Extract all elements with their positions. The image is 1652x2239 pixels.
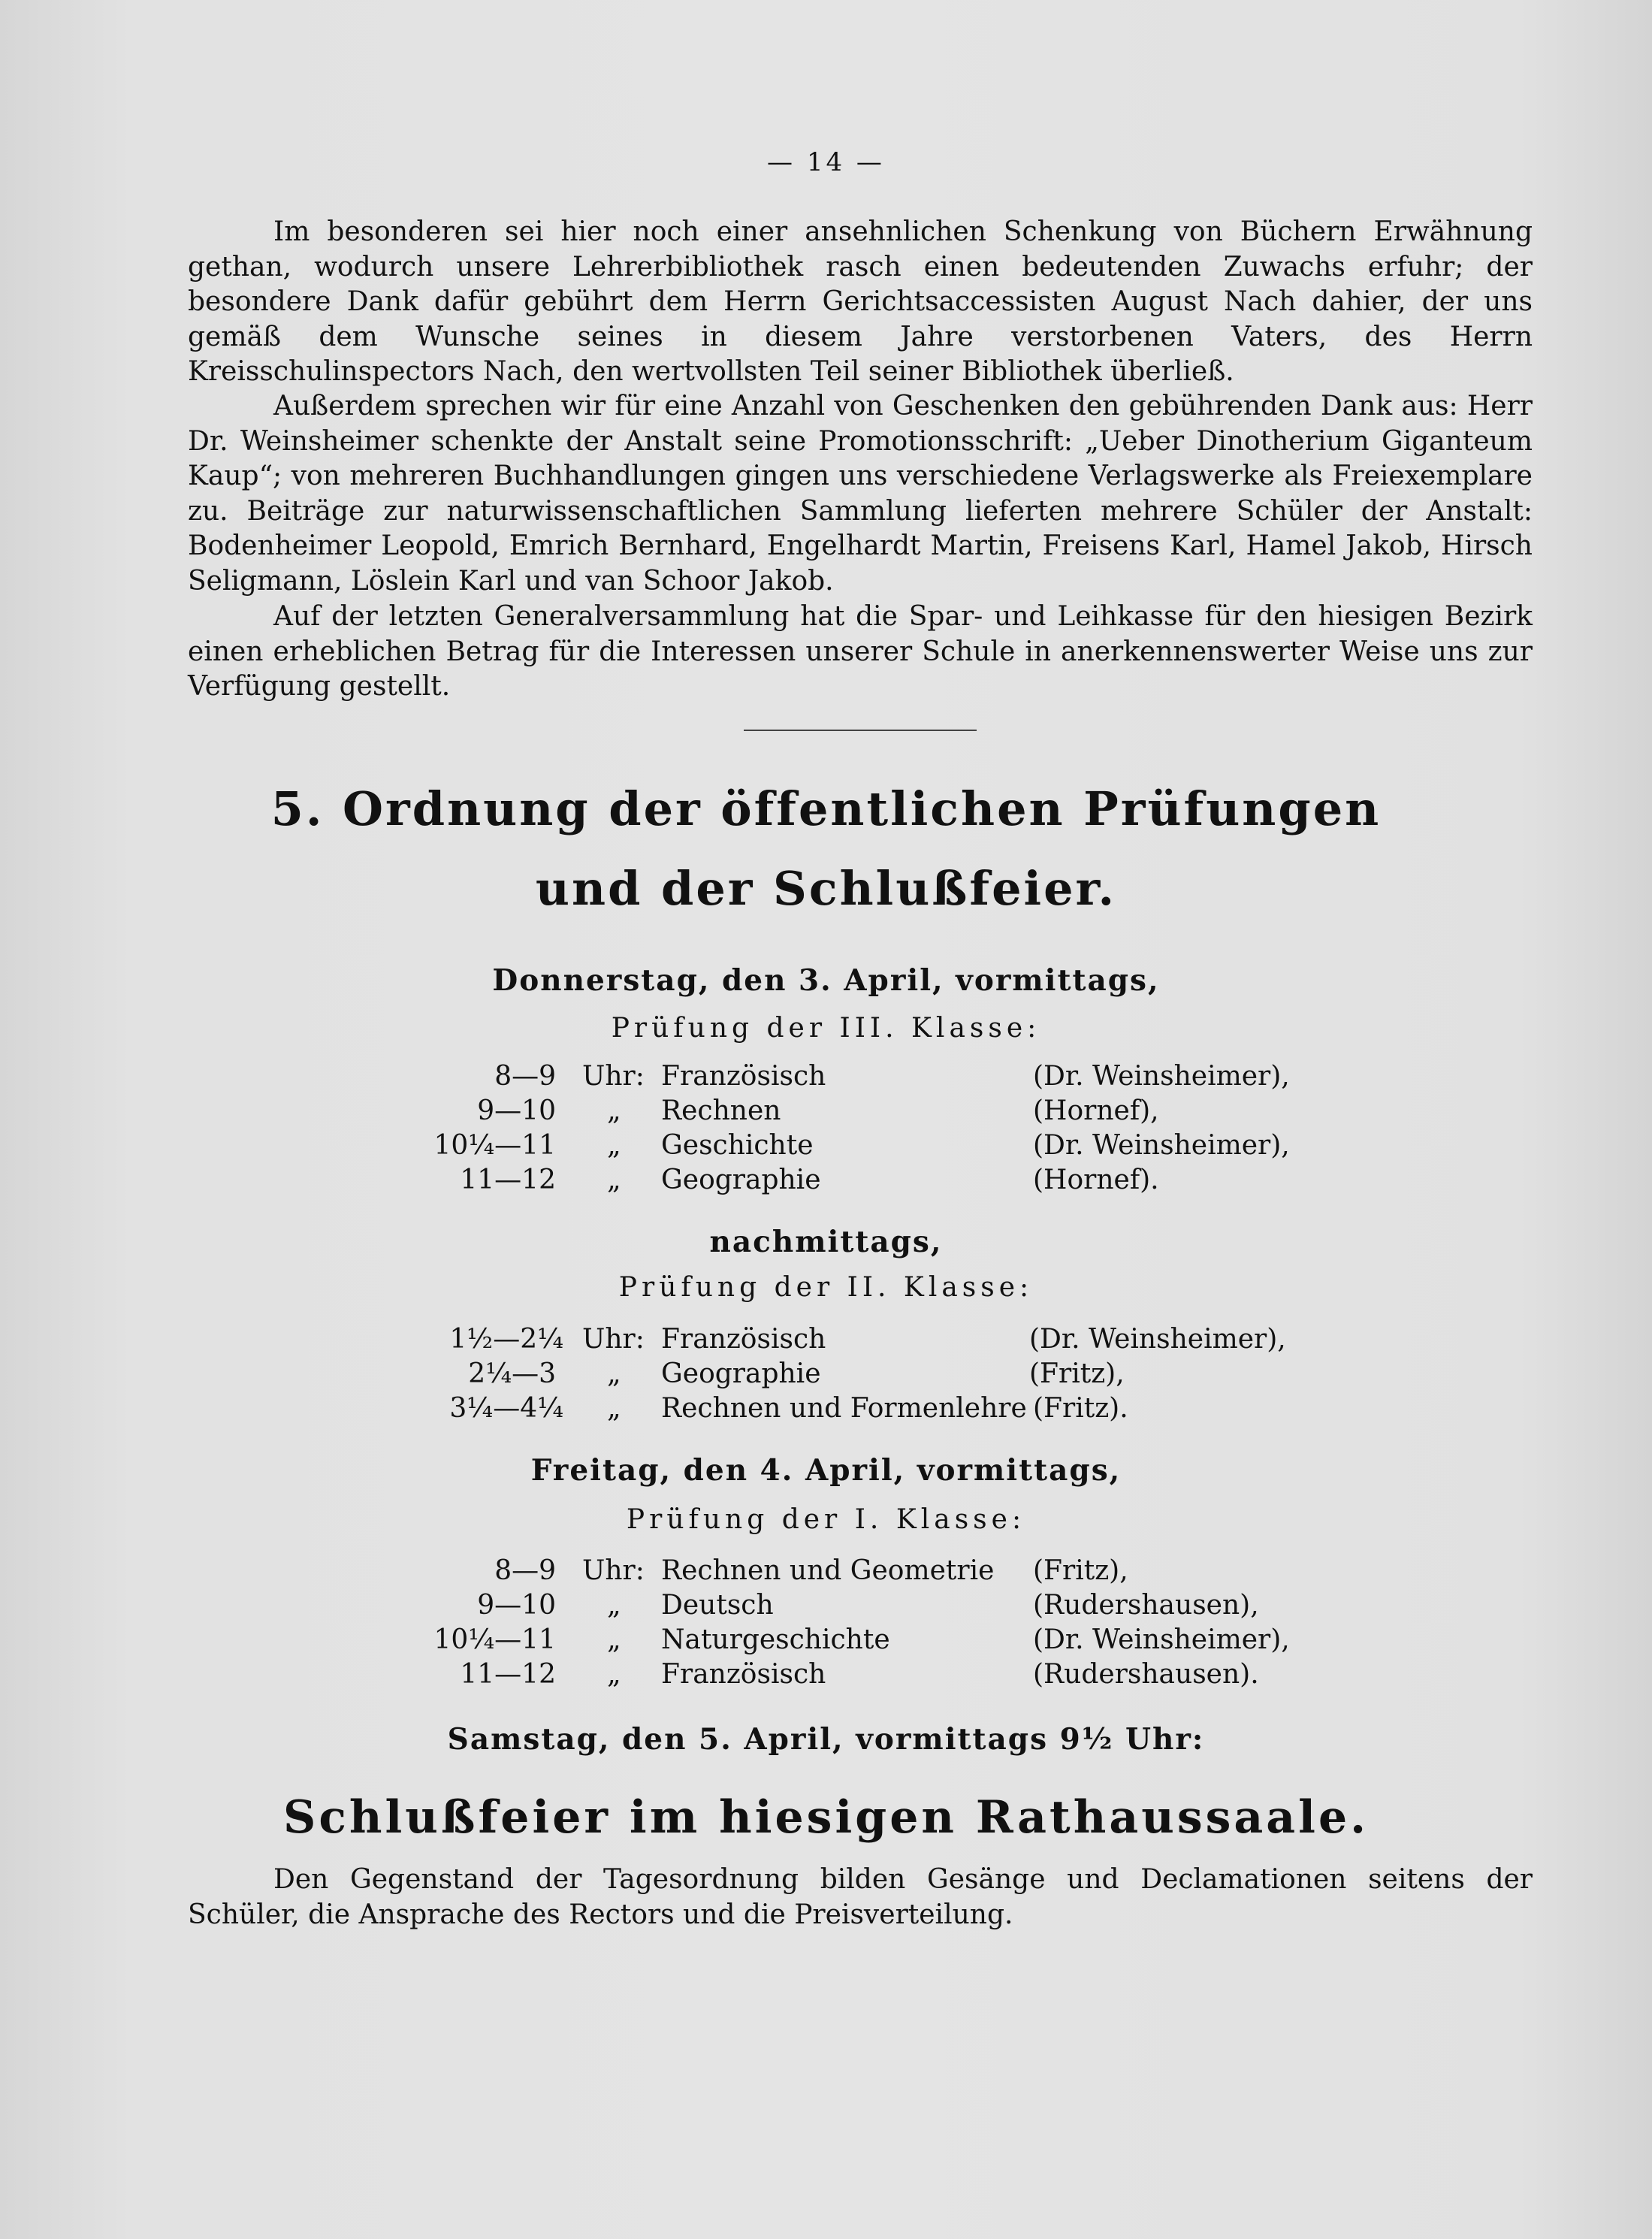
day-heading-thursday: Donnerstag, den 3. April, vormittags,: [492, 963, 1160, 998]
schedule-teacher: (Dr. Weinsheimer),: [1033, 1624, 1290, 1655]
schedule-uhr: „: [607, 1358, 621, 1389]
page-number: — 14 —: [767, 147, 885, 177]
day-heading-afternoon: nachmittags,: [709, 1225, 943, 1259]
day-heading-friday: Freitag, den 4. April, vormittags,: [530, 1453, 1122, 1488]
paragraph-library-donation: Im besonderen sei hier noch einer ansehnlichen Schenkung von Büchern Erwähnung gethan, wodurch unsere Lehrerbibliothek rasch einen bedeutenden Zuwachs erfuhr; der besondere Dank dafür gebührt dem Herrn Gerichtsaccessisten August Nach dahier, der uns gemäß dem Wunsche seines in diesem Jahre verstorbenen Vaters, des Herrn Kreisschulinspectors Nach, den wertvollsten Teil seiner Bibliothek überließ.: [188, 216, 1533, 387]
schedule-teacher: (Fritz),: [1033, 1555, 1128, 1586]
schedule-row: [0, 1163, 1652, 1198]
schedule-row: [0, 1554, 1652, 1588]
schedule-subject: Geschichte: [661, 1130, 814, 1161]
schedule-teacher: (Hornef),: [1033, 1095, 1159, 1126]
schedule-subject: Geographie: [661, 1165, 821, 1195]
schedule-row: [0, 1322, 1652, 1357]
schedule-teacher: (Fritz).: [1033, 1393, 1128, 1424]
schedule-subject: Naturgeschichte: [661, 1624, 890, 1655]
schedule-time: 3¼—4¼: [449, 1393, 563, 1424]
schedule-row: [0, 1129, 1652, 1163]
schedule-uhr: „: [607, 1590, 621, 1621]
schedule-row: [0, 1623, 1652, 1657]
schedule-time: 8—9: [494, 1061, 556, 1092]
section-title-line2: und der Schlußfeier.: [535, 861, 1117, 916]
schedule-row: [0, 1657, 1652, 1692]
schedule-uhr: „: [607, 1095, 621, 1126]
schedule-teacher: (Dr. Weinsheimer),: [1029, 1324, 1286, 1355]
schedule-teacher: (Hornef).: [1033, 1165, 1159, 1195]
exam-title-class2: Prüfung der II. Klasse:: [618, 1272, 1034, 1303]
schedule-subject: Französisch: [661, 1061, 826, 1092]
schedule-uhr: „: [607, 1393, 621, 1424]
schedule-teacher: (Dr. Weinsheimer),: [1033, 1130, 1290, 1161]
schedule-time: 2¼—3: [468, 1358, 556, 1389]
schedule-subject: Deutsch: [661, 1590, 774, 1621]
exam-title-class1: Prüfung der I. Klasse:: [626, 1504, 1026, 1535]
schedule-uhr: „: [607, 1624, 621, 1655]
schedule-subject: Französisch: [661, 1324, 826, 1355]
section-title-line1: 5. Ordnung der öffentlichen Prüfungen: [270, 781, 1382, 836]
schedule-time: 9—10: [477, 1095, 556, 1126]
schedule-uhr: Uhr:: [582, 1555, 645, 1586]
schedule-time: 1½—2¼: [449, 1324, 563, 1355]
schedule-uhr: „: [607, 1165, 621, 1195]
schedule-row: [0, 1094, 1652, 1129]
schedule-uhr: Uhr:: [582, 1324, 645, 1355]
schedule-uhr: „: [607, 1130, 621, 1161]
schedule-row: [0, 1357, 1652, 1391]
schedule-time: 10¼—11: [433, 1130, 556, 1161]
schedule-time: 8—9: [494, 1555, 556, 1586]
exam-title-class3: Prüfung der III. Klasse:: [611, 1013, 1041, 1044]
schedule-subject: Geographie: [661, 1358, 821, 1389]
schedule-subject: Rechnen und Geometrie: [661, 1555, 995, 1586]
schedule-teacher: (Rudershausen).: [1033, 1659, 1259, 1690]
schedule-row: [0, 1588, 1652, 1623]
schedule-uhr: „: [607, 1659, 621, 1690]
schedule-teacher: (Dr. Weinsheimer),: [1033, 1061, 1290, 1092]
schedule-subject: Rechnen und Formenlehre: [661, 1393, 1027, 1424]
schedule-time: 9—10: [477, 1590, 556, 1621]
final-ceremony-title: Schlußfeier im hiesigen Rathaussaale.: [282, 1791, 1370, 1844]
schedule-subject: Französisch: [661, 1659, 826, 1690]
paragraph-gifts: Außerdem sprechen wir für eine Anzahl von Geschenken den gebührenden Dank aus: Herr Dr. Weinsheimer schenkte der Anstalt seine Promotionsschrift: „Ueber Dinotherium Giganteum Kaup“; von mehreren Buchhandlungen gingen uns verschiedene Verlagswerke als Freiexemplare zu. Beiträge zur naturwissenschaftlichen Sammlung lieferten mehrere Schüler der Anstalt: Bodenheimer Leopold, Emrich Bernhard, Engelhardt Martin, Freisens Karl, Hamel Jakob, Hirsch Seligmann, Löslein Karl und van Schoor Jakob.: [188, 391, 1533, 597]
day-heading-saturday: Samstag, den 5. April, vormittags 9½ Uhr:: [447, 1722, 1205, 1757]
schedule-row: [0, 1059, 1652, 1094]
schedule-row: [0, 1391, 1652, 1426]
schedule-subject: Rechnen: [661, 1095, 781, 1126]
schedule-teacher: (Fritz),: [1029, 1358, 1125, 1389]
schedule-time: 10¼—11: [433, 1624, 556, 1655]
schedule-time: 11—12: [460, 1165, 556, 1195]
schedule-time: 11—12: [460, 1659, 556, 1690]
schedule-uhr: Uhr:: [582, 1061, 645, 1092]
paragraph-agenda: Den Gegenstand der Tagesordnung bilden Gesänge und Declamationen seitens der Schüler, die Ansprache des Rectors und die Preisverteilung.: [188, 1864, 1533, 1930]
paragraph-savings-bank: Auf der letzten Generalversammlung hat die Spar- und Leihkasse für den hiesigen Bezirk einen erheblichen Betrag für die Interessen unserer Schule in anerkennenswerter Weise uns zur Verfügung gestellt.: [188, 601, 1533, 702]
section-divider: [744, 730, 977, 731]
schedule-teacher: (Rudershausen),: [1033, 1590, 1259, 1621]
